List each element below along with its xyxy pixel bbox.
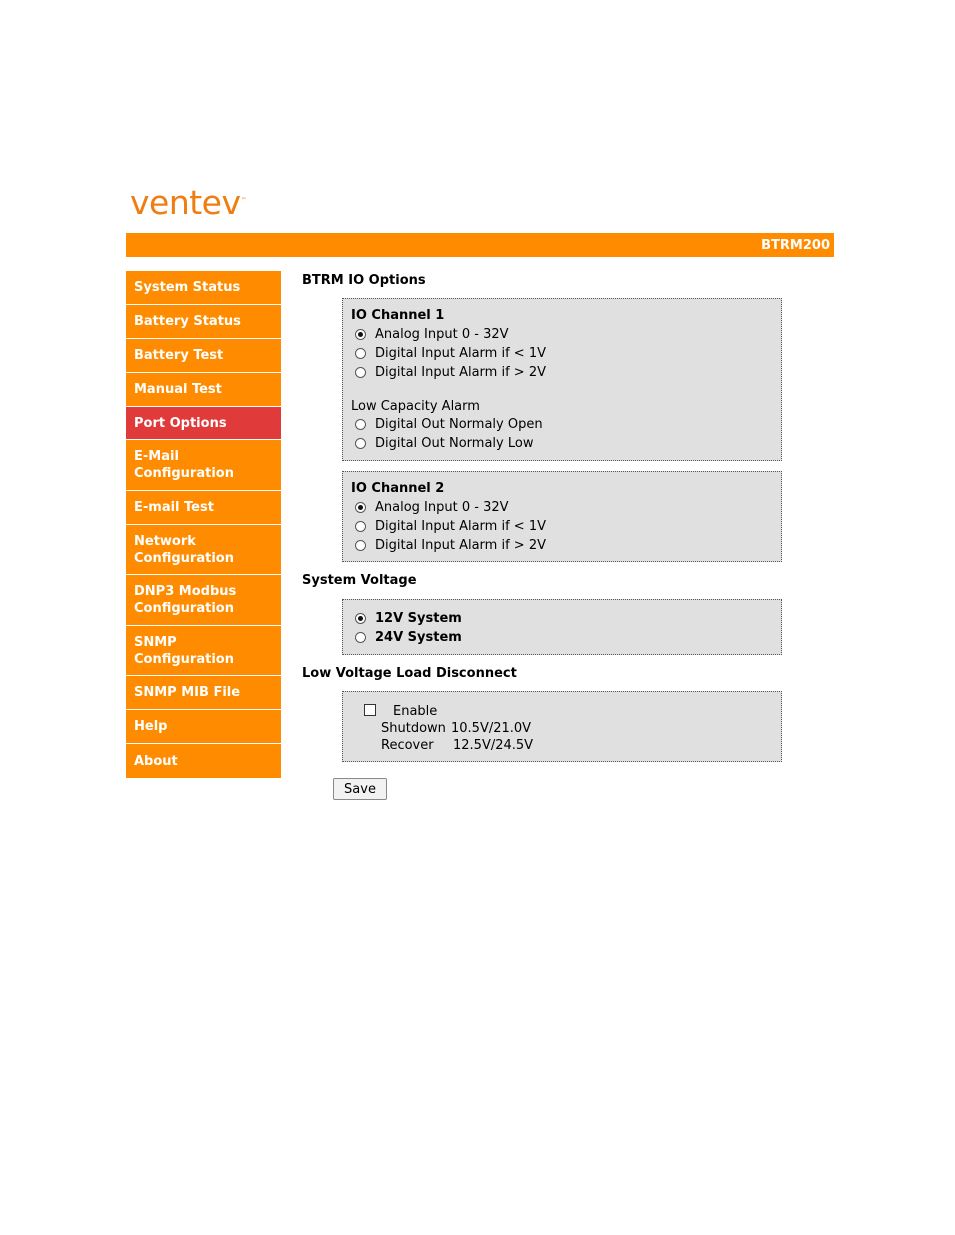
radio-icon[interactable] [355,438,366,449]
ch1-option-analog[interactable]: Analog Input 0 - 32V [355,327,509,342]
model-name: BTRM200 [761,238,830,253]
voltage-option-24v[interactable]: 24V System [355,630,462,645]
sidebar-item-snmp-mib-file[interactable]: SNMP MIB File [126,676,281,710]
system-voltage-box [342,599,782,655]
lvld-box [342,691,782,762]
sidebar-item-email-configuration[interactable]: E-Mail Configuration [126,440,281,491]
sidebar-item-battery-test[interactable]: Battery Test [126,339,281,373]
radio-icon[interactable] [355,348,366,359]
sidebar-item-about[interactable]: About [126,744,281,778]
enable-checkbox[interactable] [364,704,376,716]
sidebar-item-email-test[interactable]: E-mail Test [126,491,281,525]
sidebar-item-dnp3-modbus-configuration[interactable]: DNP3 Modbus Configuration [126,575,281,626]
ventev-logo: ventev™ [130,183,247,222]
io-options-title: BTRM IO Options [302,273,426,288]
io-channel-1-title: IO Channel 1 [351,308,445,323]
sidebar-item-snmp-configuration[interactable]: SNMP Configuration [126,626,281,676]
sidebar-item-port-options[interactable]: Port Options [126,407,281,440]
header-bar [126,233,834,257]
radio-icon[interactable] [355,521,366,532]
radio-icon[interactable] [355,613,366,624]
voltage-option-12v[interactable]: 12V System [355,611,462,626]
ch2-option-digital-lt-1v[interactable]: Digital Input Alarm if < 1V [355,519,546,534]
ch2-option-digital-gt-2v[interactable]: Digital Input Alarm if > 2V [355,538,546,553]
sidebar-nav [126,271,281,778]
ch1-option-digital-gt-2v[interactable]: Digital Input Alarm if > 2V [355,365,546,380]
sidebar-item-manual-test[interactable]: Manual Test [126,373,281,407]
save-button[interactable]: Save [333,778,387,800]
shutdown-value: 10.5V/21.0V [451,721,532,736]
io-channel-2-title: IO Channel 2 [351,481,445,496]
enable-label: Enable [393,704,438,719]
radio-icon[interactable] [355,540,366,551]
radio-icon[interactable] [355,367,366,378]
io-channel-2-box [342,471,782,562]
ch2-option-analog[interactable]: Analog Input 0 - 32V [355,500,509,515]
sidebar-item-help[interactable]: Help [126,710,281,744]
ch1-option-digital-lt-1v[interactable]: Digital Input Alarm if < 1V [355,346,546,361]
io-channel-1-box [342,298,782,461]
sidebar-item-battery-status[interactable]: Battery Status [126,305,281,339]
alarm-option-normally-open[interactable]: Digital Out Normaly Open [355,417,543,432]
radio-icon[interactable] [355,419,366,430]
sidebar-item-system-status[interactable]: System Status [126,271,281,305]
low-capacity-alarm-title: Low Capacity Alarm [351,399,480,414]
radio-icon[interactable] [355,502,366,513]
shutdown-label: Shutdown [381,721,446,736]
sidebar-item-network-configuration[interactable]: Network Configuration [126,525,281,575]
system-voltage-title: System Voltage [302,573,417,588]
radio-icon[interactable] [355,632,366,643]
recover-label: Recover [381,738,434,753]
radio-icon[interactable] [355,329,366,340]
lvld-title: Low Voltage Load Disconnect [302,666,517,681]
alarm-option-normally-low[interactable]: Digital Out Normaly Low [355,436,533,451]
recover-value: 12.5V/24.5V [453,738,534,753]
